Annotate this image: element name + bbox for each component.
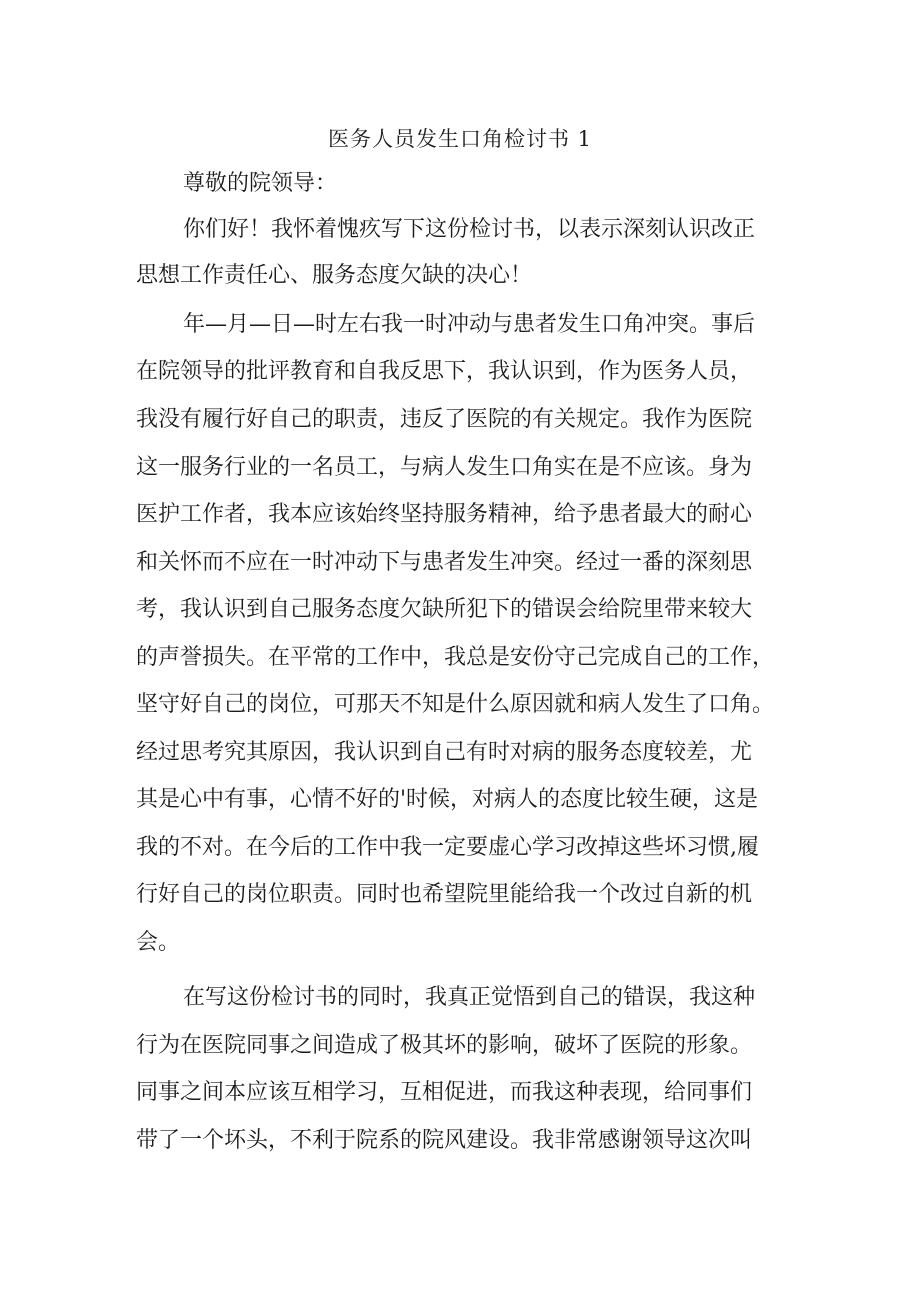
document-title: 医务人员发生口角检讨书 1 — [327, 127, 593, 151]
salutation: 尊敬的院领导： — [183, 171, 338, 196]
paragraph-line: 同事之间本应该互相学习，互相促进，而我这种表现，给同事们 — [136, 1080, 753, 1105]
paragraph-line: 其是心中有事，心情不好的'时候，对病人的态度比较生硬，这是 — [136, 787, 759, 812]
paragraph-line: 行为在医院同事之间造成了极其坏的影响，破坏了医院的形象。 — [136, 1033, 753, 1058]
paragraph-line: 会。 — [136, 930, 181, 955]
paragraph-line: 在写这份检讨书的同时，我真正觉悟到自己的错误，我这种 — [183, 985, 756, 1010]
paragraph-line: 经过思考究其原因，我认识到自己有时对病的服务态度较差，尤 — [136, 740, 753, 765]
paragraph-line: 你们好！我怀着愧疚写下这份检讨书，以表示深刻认识改正 — [183, 217, 756, 242]
paragraph-line: 行好自己的岗位职责。同时也希望院里能给我一个改过自新的机 — [136, 882, 753, 907]
paragraph-line: 在院领导的批评教育和自我反思下，我认识到，作为医务人员， — [136, 359, 753, 384]
paragraph-line: 和关怀而不应在一时冲动下与患者发生冲突。经过一番的深刻思 — [136, 550, 753, 575]
paragraph-line: 这一服务行业的一名员工，与病人发生口角实在是不应该。身为 — [136, 455, 753, 480]
paragraph-line: 带了一个坏头，不利于院系的院风建设。我非常感谢领导这次叫 — [136, 1128, 753, 1153]
paragraph-line: 坚守好自己的岗位，可那天不知是什么原因就和病人发生了口角。 — [136, 692, 775, 717]
paragraph-line: 医护工作者，我本应该始终坚持服务精神，给予患者最大的耐心 — [136, 502, 753, 527]
paragraph-line: 的声誉损失。在平常的工作中，我总是安份守己完成自己的工作， — [136, 645, 775, 670]
paragraph-line: 我的不对。在今后的工作中我一定要虚心学习改掉这些坏习惯,履 — [136, 835, 759, 860]
paragraph-line: 思想工作责任心、服务态度欠缺的决心！ — [136, 263, 533, 288]
paragraph-line: 我没有履行好自己的职责，违反了医院的有关规定。我作为医院 — [136, 407, 753, 432]
paragraph-line: 考，我认识到自己服务态度欠缺所犯下的错误会给院里带来较大 — [136, 597, 753, 622]
paragraph-line: 年—月—日—时左右我一时冲动与患者发生口角冲突。事后 — [183, 312, 756, 337]
